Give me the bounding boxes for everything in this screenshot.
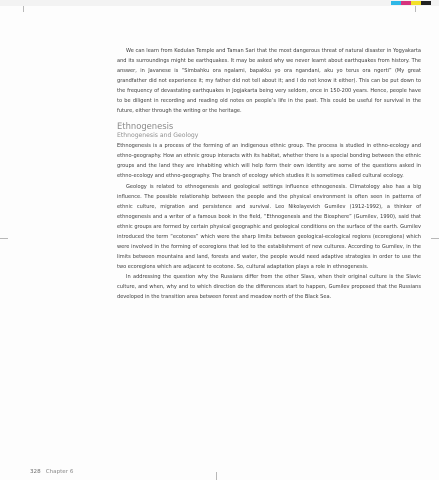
cyan-swatch xyxy=(391,1,401,5)
black-swatch xyxy=(421,1,431,5)
page-footer xyxy=(30,469,73,475)
section-heading: Ethnogenesis xyxy=(117,121,174,132)
yellow-swatch xyxy=(411,1,421,5)
paragraph-ethnogenesis: Ethnogenesis is a process of the forming of an indigenous ethnic group. The process is studied in ethno-ecology and ethno-geography. How an ethnic group interacts with its habitat, whether there is a special bonding between the ethnic groups and the land they are inhabiting which will help form their own identity are some of the questions asked in ethno-ecology and ethno-geography. The branch of ecology which studies it is sometimes called cultural ecology. xyxy=(117,143,421,180)
crop-mark xyxy=(431,238,439,239)
paragraph-russians: In addressing the question why the Russians differ from the other Slavs, when their original culture is the Slavic culture, and when, why and to which direction do the differences start to happen, Gumilev proposed that the Russians developed in the transition area between forest and meadow north of the Black Sea. xyxy=(117,273,421,301)
magenta-swatch xyxy=(401,1,411,5)
page-number: 328 xyxy=(30,469,41,475)
paragraph-kedulan: We can learn from Kedulan Temple and Taman Sari that the most dangerous threat of natural disaster in Yogyakarta and its surroundings might be earthquakes. It may be asked why we never learnt about earthquakes from history. The answer, in Javanese is “Simbahku ora ngalami, bapakku yo ora ngandani, aku yo terus ora ngerti” (My great grandfather did not experience it; my father did not tell about it; and I do not know it either). This can be put down to the frequency of devastating earthquakes in Jogjakarta being very seldom, once in 150-200 years. Hence, people have to be diligent in recording and reading old notes on people’s life in the past. This could be useful for survival in the future, either through the writing or the heritage. xyxy=(117,48,421,115)
crop-mark xyxy=(0,238,8,239)
page-content xyxy=(117,46,421,302)
crop-mark xyxy=(23,6,24,12)
crop-mark xyxy=(415,6,416,12)
chapter-label: Chapter 6 xyxy=(45,469,74,475)
crop-mark xyxy=(216,472,217,480)
paragraph-geology: Geology is related to ethnogenesis and geological settings influence ethnogenesis. Climatology also has a big influence. The possible relationship between the people and the physical environment is often seen in patterns of ethnic culture, migration and persistence and survival. Leo Nikolayevich Gumilev (1912-1992), a thinker of ethnogenesis and a writer of a famous book in the field, “Ethnogenesis and the Biosphere” (Gumilev, 1990), said that ethnic groups are formed by certain physical geographic and geological conditions on the surface of the earth. Gumilev introduced the term “ecotones” which were the sharp limits between geological-ecological regions (ecoregions) which were involved in the forming of ecoregions that led to the establishment of new cultures. According to Gumilev, in the limits between mountains and land, forests and water, the people would need adaptive strategies in order to use the two ecoregions which are adjacent to ecotone. So, cultural adaptation plays a role in ethnogenesis. xyxy=(117,183,421,270)
cmyk-swatches xyxy=(391,1,431,5)
print-color-bar xyxy=(0,0,439,6)
section-subheading: Ethnogenesis and Geology xyxy=(117,132,199,140)
